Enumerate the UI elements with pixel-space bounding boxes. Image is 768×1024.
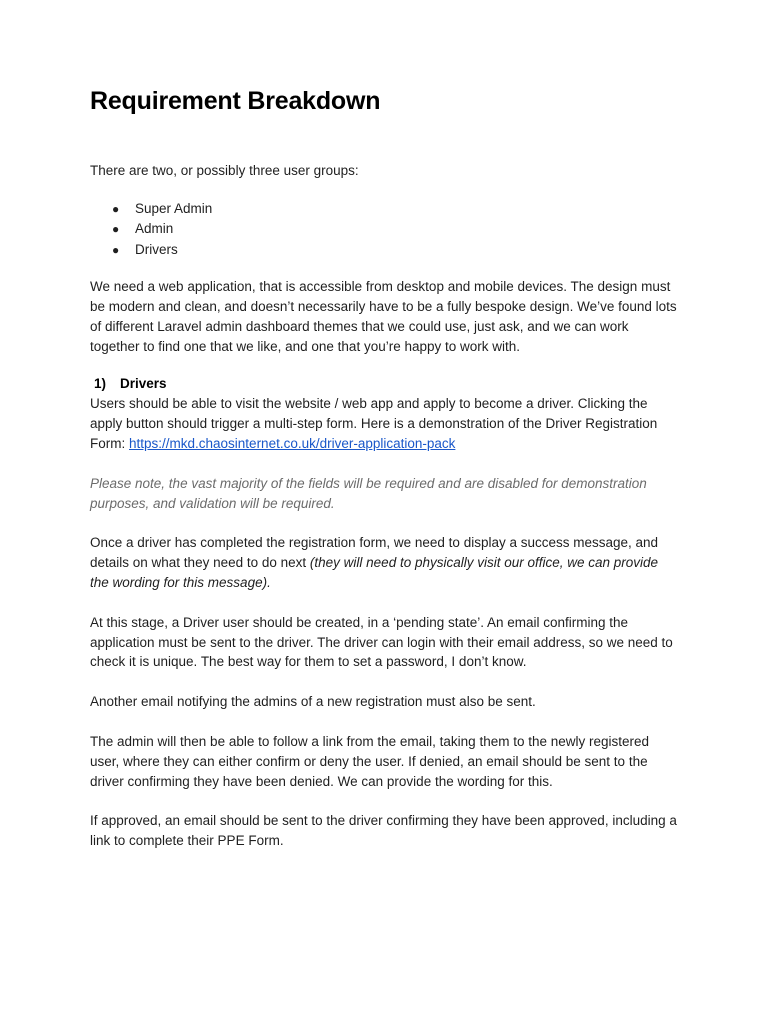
pending-state-paragraph: At this stage, a Driver user should be created, in a ‘pending state’. An email confirming the application must be sent to the driver. The driver can login with their email address, so we need to check it is unique. The best way for them to set a password, I don’t know.: [90, 614, 673, 670]
section-number: 1): [94, 376, 107, 392]
demo-note-paragraph: Please note, the vast majority of the fields will be required and are disabled for demonstration purposes, and validation will be required.: [90, 475, 647, 511]
user-groups-list: [90, 199, 680, 261]
list-item-label: Super Admin: [135, 200, 213, 216]
success-message-text: Once a driver has completed the registration form, we need to display a success message, and details on what they need to do next: [90, 535, 659, 571]
drivers-paragraph-text: Users should be able to visit the website / web app and apply to become a driver. Clicking the apply button should trigger a multi-step form. Here is a demonstration of the Driver Registration Form:: [90, 396, 658, 452]
drivers-paragraph: [90, 394, 680, 453]
page-title: Requirement Breakdown: [90, 87, 381, 115]
document-content: [90, 86, 680, 851]
intro-paragraph: There are two, or possibly three user groups:: [90, 163, 359, 178]
bullet-icon: ●: [112, 201, 120, 216]
bullet-icon: ●: [112, 222, 120, 237]
list-item-label: Drivers: [135, 241, 178, 257]
list-item: [90, 219, 680, 240]
section-heading-drivers: [90, 374, 680, 394]
list-item-label: Admin: [135, 221, 174, 237]
section-heading-label: Drivers: [120, 376, 167, 392]
list-item: [90, 240, 680, 261]
approved-paragraph: If approved, an email should be sent to the driver confirming they have been approved, including a link to complete their PPE Form.: [90, 813, 677, 849]
admin-flow-paragraph: The admin will then be able to follow a link from the email, taking them to the newly registered user, where they can either confirm or deny the user. If denied, an email should be sent to the driver confirming they have been denied. We can provide the wording for this.: [90, 734, 650, 789]
list-item: [90, 199, 680, 220]
driver-application-link[interactable]: https://mkd.chaosinternet.co.uk/driver-application-pack: [129, 436, 456, 452]
web-app-paragraph: We need a web application, that is accessible from desktop and mobile devices. The design must be modern and clean, and doesn’t necessarily have to be a fully bespoke design. We’ve found lots of different Laravel admin dashboard themes that we could use, just ask, and we can work together to find one that we like, and one that you’re happy to work with.: [90, 279, 677, 354]
admin-notify-paragraph: Another email notifying the admins of a new registration must also be sent.: [90, 694, 536, 710]
success-message-italic: (they will need to physically visit our office, we can provide the wording for this message).: [90, 555, 659, 591]
success-message-paragraph: [90, 533, 680, 592]
bullet-icon: ●: [112, 242, 120, 257]
